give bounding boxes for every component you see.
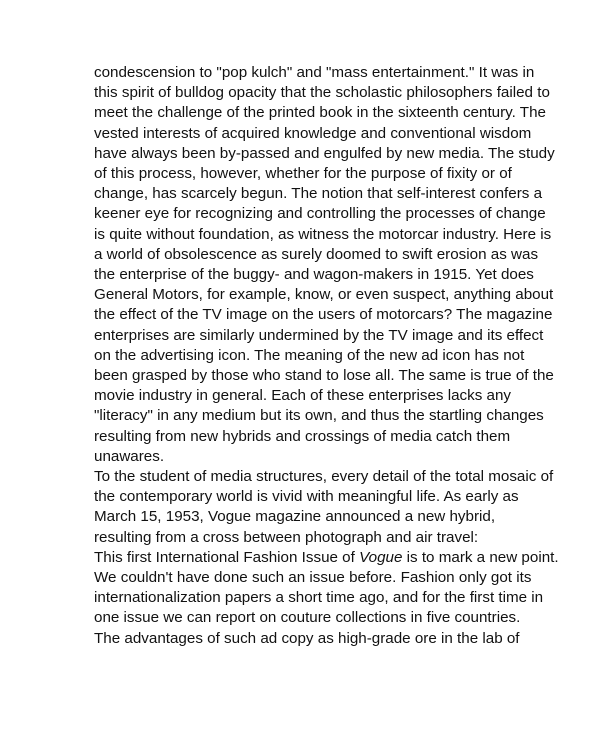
text-line: on the advertising icon. The meaning of the new ad icon has not — [94, 346, 525, 364]
text-line: unawares. — [94, 447, 165, 465]
text-line: keener eye for recognizing and controlling the processes of change — [94, 205, 546, 223]
text-line: vested interests of acquired knowledge and conventional wisdom — [94, 124, 532, 142]
text-line: General Motors, for example, know, or even suspect, anything about — [94, 286, 554, 304]
text-line: movie industry in general. Each of these enterprises lacks any — [94, 387, 512, 405]
text-line: have always been by-passed and engulfed by new media. The study — [94, 144, 555, 162]
text-line: resulting from new hybrids and crossings of media catch them — [94, 427, 511, 445]
text-line: resulting from a cross between photograph and air travel: — [94, 528, 479, 546]
text-line: "literacy" in any medium but its own, and thus the startling changes — [94, 407, 544, 425]
document-page — [94, 63, 559, 649]
paragraph-media-structures — [94, 467, 554, 548]
text-line: of this process, however, whether for the purpose of fixity or of — [94, 165, 512, 183]
quote-first-line — [94, 548, 559, 568]
paragraph-vogue-quote — [94, 548, 559, 629]
text-line: the effect of the TV image on the users of motorcars? The magazine — [94, 306, 553, 324]
text-line: The advantages of such ad copy as high-grade ore in the lab of — [94, 629, 520, 647]
text-line: been grasped by those who stand to lose all. The same is true of the — [94, 367, 554, 385]
magazine-title-italic: Vogue — [359, 548, 403, 566]
text-line: March 15, 1953, Vogue magazine announced a new hybrid, — [94, 508, 496, 526]
text-line: condescension to "pop kulch" and "mass entertainment." It was in — [94, 64, 535, 81]
text-line: enterprises are similarly undermined by the TV image and its effect — [94, 326, 544, 344]
text-line: internationalization papers a short time ago, and for the first time in — [94, 589, 544, 607]
text-line: the contemporary world is vivid with meaningful life. As early as — [94, 488, 519, 506]
text-line: To the student of media structures, every detail of the total mosaic of — [94, 468, 554, 486]
text-line: We couldn't have done such an issue before. Fashion only got its — [94, 569, 532, 587]
text-line: one issue we can report on couture collections in five countries. — [94, 609, 521, 627]
text-line: change, has scarcely begun. The notion that self-interest confers a — [94, 185, 543, 203]
text-line: a world of obsolescence as surely doomed to swift erosion as was — [94, 245, 539, 263]
paragraph-ad-copy — [94, 629, 524, 649]
text-segment: This first International Fashion Issue of — [94, 548, 360, 566]
paragraph-obsolescence — [94, 63, 555, 467]
text-line: is quite without foundation, as witness the motorcar industry. Here is — [94, 225, 552, 243]
text-line: the enterprise of the buggy- and wagon-makers in 1915. Yet does — [94, 266, 534, 284]
text-line: meet the challenge of the printed book in the sixteenth century. The — [94, 104, 546, 122]
text-line: this spirit of bulldog opacity that the scholastic philosophers failed to — [94, 84, 550, 102]
text-segment: is to mark a new point. — [402, 548, 559, 566]
